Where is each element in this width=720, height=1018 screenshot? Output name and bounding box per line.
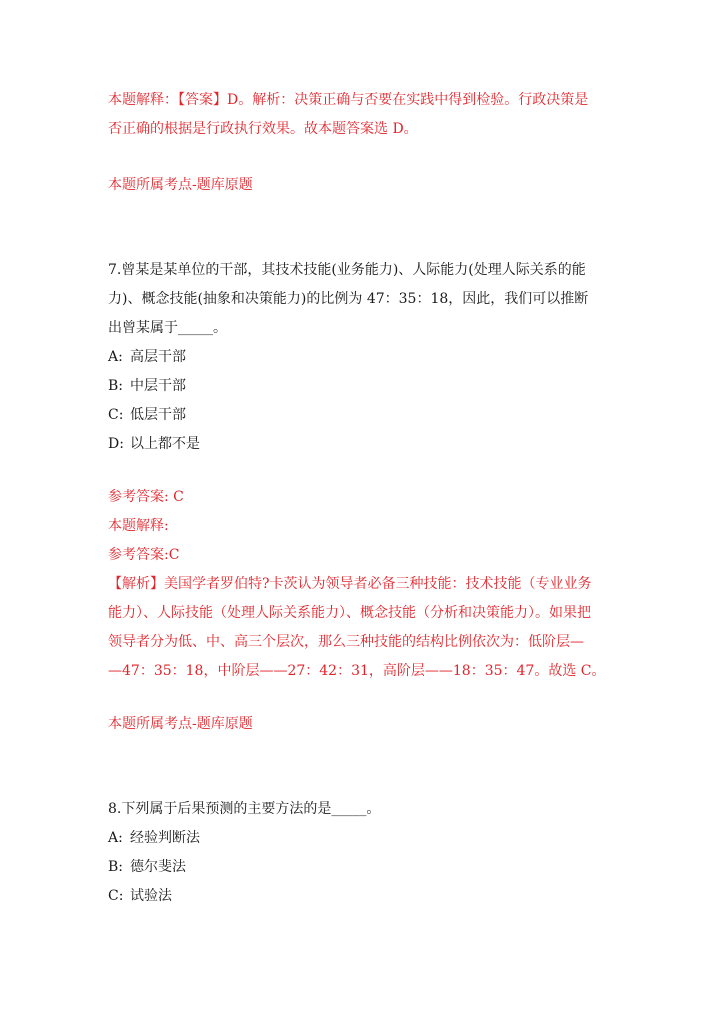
question-stem-line: 7.曾某是某单位的干部，其技术技能(业务能力)、人际能力(处理人际关系的能 — [108, 262, 586, 278]
q7-source — [108, 710, 614, 739]
analysis-line: 【解析】美国学者罗伯特?卡茨认为领导者必备三种技能：技术技能（专业业务 — [108, 576, 592, 592]
source-text: 本题所属考点-题库原题 — [108, 716, 253, 732]
answer-text: 参考答案: C — [108, 489, 184, 505]
analysis-line: 能力）、人际技能（处理人际关系能力）、概念技能（分析和决策能力）。如果把 — [108, 605, 591, 621]
explanation-line: 本题解释：【答案】D。解析：决策正确与否要在实践中得到检验。行政决策是 — [108, 92, 589, 108]
option-c: C: 低层干部 — [108, 407, 186, 423]
question-stem-line: 力)、概念技能(抽象和决策能力)的比例为 47：35：18，因此，我们可以推断 — [108, 291, 589, 307]
option-d: D: 以上都不是 — [108, 436, 200, 452]
q7-answer-section — [108, 483, 614, 686]
explanation-label: 本题解释: — [108, 518, 169, 534]
analysis-line: 领导者分为低、中、高三个层次，那么三种技能的结构比例依次为：低阶层— — [108, 634, 584, 650]
option-b: B: 中层干部 — [108, 378, 186, 394]
explanation-line: 否正确的根据是行政执行效果。故本题答案选 D。 — [108, 121, 418, 137]
question-7 — [108, 256, 614, 459]
option-a: A: 经验判断法 — [108, 830, 200, 846]
q6-explanation — [108, 86, 614, 144]
source-text: 本题所属考点-题库原题 — [108, 177, 253, 193]
option-a: A: 高层干部 — [108, 349, 186, 365]
question-stem-line: 8.下列属于后果预测的主要方法的是_____。 — [108, 801, 381, 817]
option-b: B: 德尔斐法 — [108, 859, 186, 875]
answer-text-2: 参考答案:C — [108, 547, 180, 563]
analysis-line: —47：35：18，中阶层——27：42：31，高阶层——18：35：47。故选 C。 — [108, 663, 606, 679]
option-c: C: 试验法 — [108, 888, 172, 904]
question-8 — [108, 795, 614, 911]
question-stem-line: 出曾某属于_____。 — [108, 320, 227, 336]
q6-source — [108, 171, 614, 200]
